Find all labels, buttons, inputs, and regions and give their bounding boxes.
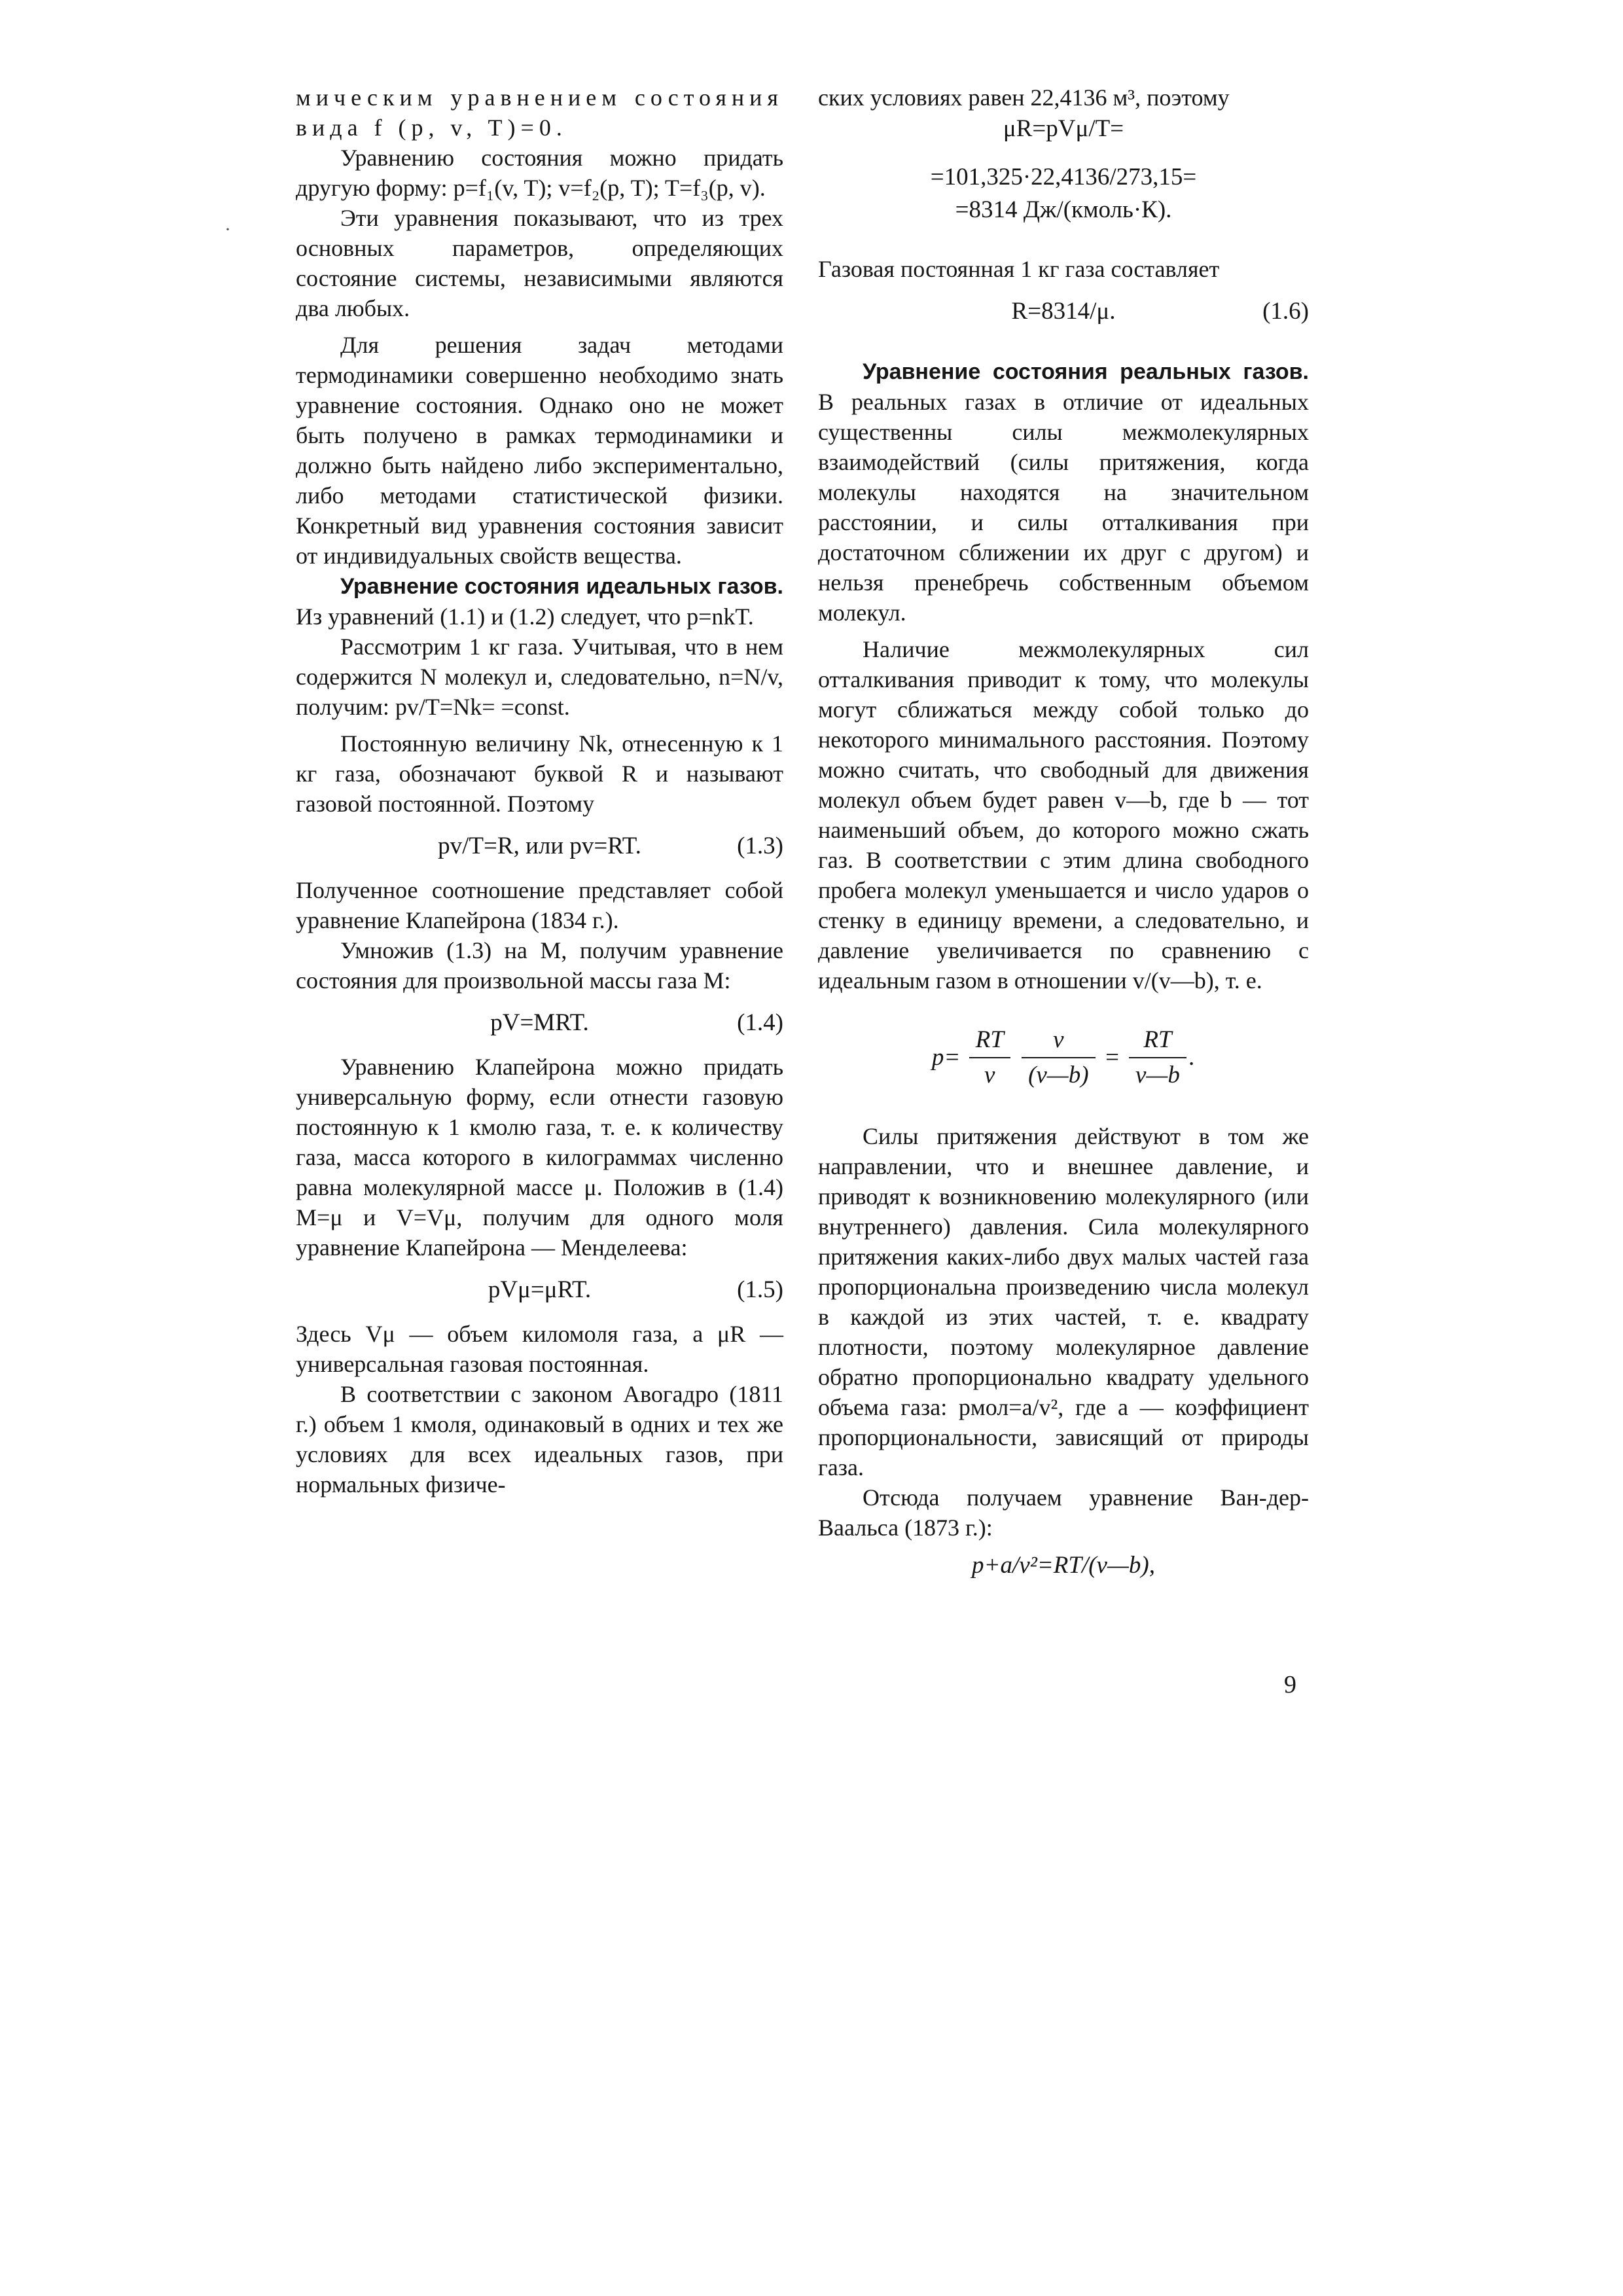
equation-expression: R=8314/μ. <box>1011 298 1116 325</box>
paragraph: Полученное соотношение представляет собой уравнение Клапейрона (1834 г.). <box>296 877 783 933</box>
paragraph: В соответствии с законом Авогадро (1811 г.) объем 1 кмоля, одинаковый в одних и тех же условиях для всех идеальных газов, при нормальных физиче- <box>296 1381 783 1498</box>
equation-van-der-waals: p+a/v²=RT/(v—b), <box>972 1552 1155 1579</box>
equation-number: (1.3) <box>737 833 783 859</box>
paragraph: Уравнению Клапейрона можно придать универсальную форму, если отнести газовую постоянную к 1 кмолю газа, т. е. к количеству газа, масса которого в килограммах численно равна молекулярной массе μ. Положив в (1.4) M=μ и V=Vμ, получим для одного моля уравнение Клапейрона — Менделеева: <box>296 1054 783 1261</box>
paragraph: Постоянную величину Nk, отнесенную к 1 кг газа, обозначают буквой R и называют газовой постоянной. Поэтому <box>296 730 783 817</box>
equation-1-5 <box>296 1272 783 1308</box>
paragraph: Уравнение состояния идеальных газов. Из уравнений (1.1) и (1.2) следует, что p=nkT. <box>296 574 783 630</box>
equation-expression: pV=MRT. <box>490 1009 589 1036</box>
section-heading: Уравнение состояния идеальных газов. <box>340 574 783 599</box>
equation-pressure-fraction: p= $\frac{RT}{v}$ $\frac{v}{(v—b)}$ = $\frac{RT}{v—b}$ . <box>931 1026 1196 1088</box>
fraction: $\frac{RT}{v}$ <box>969 1026 1010 1090</box>
right-column <box>818 82 1309 1582</box>
paragraph: Наличие межмолекулярных сил отталкивания приводит к тому, что молекулы могут сближаться между собой только до некоторого минимального расстояния. Поэтому можно считать, что свободный для движения молекул объем будет равен v—b, где b — тот наименьший объем, до которого можно сжать газ. В соответствии с этим длина свободного пробега молекул уменьшается и число ударов о стенку в единицу времени, а следовательно, и давление увеличивается по сравнению с идеальным газом в отношении v/(v—b), т. е. <box>818 636 1309 994</box>
equation-expression: pv/T=R, или pv=RT. <box>438 833 641 859</box>
fraction: $\frac{v}{(v—b)}$ <box>1022 1026 1095 1090</box>
paragraph: Рассмотрим 1 кг газа. Учитывая, что в нем содержится N молекул и, следовательно, n=N/v, получим: pv/T=Nk= =const. <box>296 634 783 720</box>
equation-expression: pVμ=μRT. <box>488 1276 592 1303</box>
paragraph: Силы притяжения действуют в том же направлении, что и внешнее давление, и приводят к возникновению молекулярного (или внутреннего) давления. Сила молекулярного притяжения каких-либо двух малых частей газа пропорциональна произведению числа молекул в каждой из этих частей, т. е. квадрату плотности, поэтому молекулярное давление обратно пропорционально квадрату удельного объема газа: pмол=a/v², где a — коэффициент пропорциональности, зависящий от природы газа. <box>818 1123 1309 1480</box>
left-column <box>296 82 783 1499</box>
equation-1-6 <box>818 293 1309 330</box>
fraction: $\frac{RT}{v—b}$ <box>1129 1026 1186 1090</box>
equation-number: (1.5) <box>737 1276 783 1303</box>
equation-number: (1.4) <box>737 1009 783 1036</box>
paragraph: ских условиях равен 22,4136 м³, поэтому <box>818 84 1230 111</box>
equation-line: μR=pVμ/T= <box>1003 115 1124 142</box>
equation-1-4 <box>296 1005 783 1041</box>
equation-line: =8314 Дж/(кмоль·К). <box>955 196 1172 223</box>
paragraph: Отсюда получаем уравнение Ван-дер-Ваальса (1873 г.): <box>818 1484 1309 1541</box>
equation-number: (1.6) <box>1262 298 1309 325</box>
paragraph: Уравнение состояния реальных газов. В реальных газах в отличие от идеальных существенны силы межмолекулярных взаимодействий (силы притяжения, когда молекулы находятся на значительном расстоянии, и силы отталкивания при достаточном сближении их друг с другом) и нельзя пренебречь собственным объемом молекул. <box>818 359 1309 626</box>
equation-line: =101,325·22,4136/273,15= <box>930 164 1197 190</box>
paragraph: Умножив (1.3) на M, получим уравнение состояния для произвольной массы газа M: <box>296 937 783 994</box>
margin-mark: · <box>224 219 231 240</box>
paragraph: Для решения задач методами термодинамики совершенно необходимо знать уравнение состояния. Однако оно не может быть получено в рамках термодинамики и должно быть найдено либо экспериментально, либо методами статистической физики. Конкретный вид уравнения состояния зависит от индивидуальных свойств вещества. <box>296 332 783 569</box>
paragraph: Эти уравнения показывают, что из трех основных параметров, определяющих состояние системы, независимыми являются два любых. <box>296 205 783 321</box>
paragraph: Газовая постоянная 1 кг газа составляет <box>818 256 1220 282</box>
section-heading: Уравнение состояния реальных газов. <box>863 359 1309 384</box>
paragraph: Уравнению состояния можно придать другую форму: p=f₁(v, T); v=f₂(p, T); T=f₃(p, v). <box>296 145 783 201</box>
paragraph: мическим уравнением состояния вида f (p, v, T)=0. <box>296 84 783 141</box>
equation-1-3 <box>296 828 783 865</box>
page-number: 9 <box>1284 1671 1296 1698</box>
paragraph: Здесь Vμ — объем киломоля газа, а μR — универсальная газовая постоянная. <box>296 1321 783 1377</box>
